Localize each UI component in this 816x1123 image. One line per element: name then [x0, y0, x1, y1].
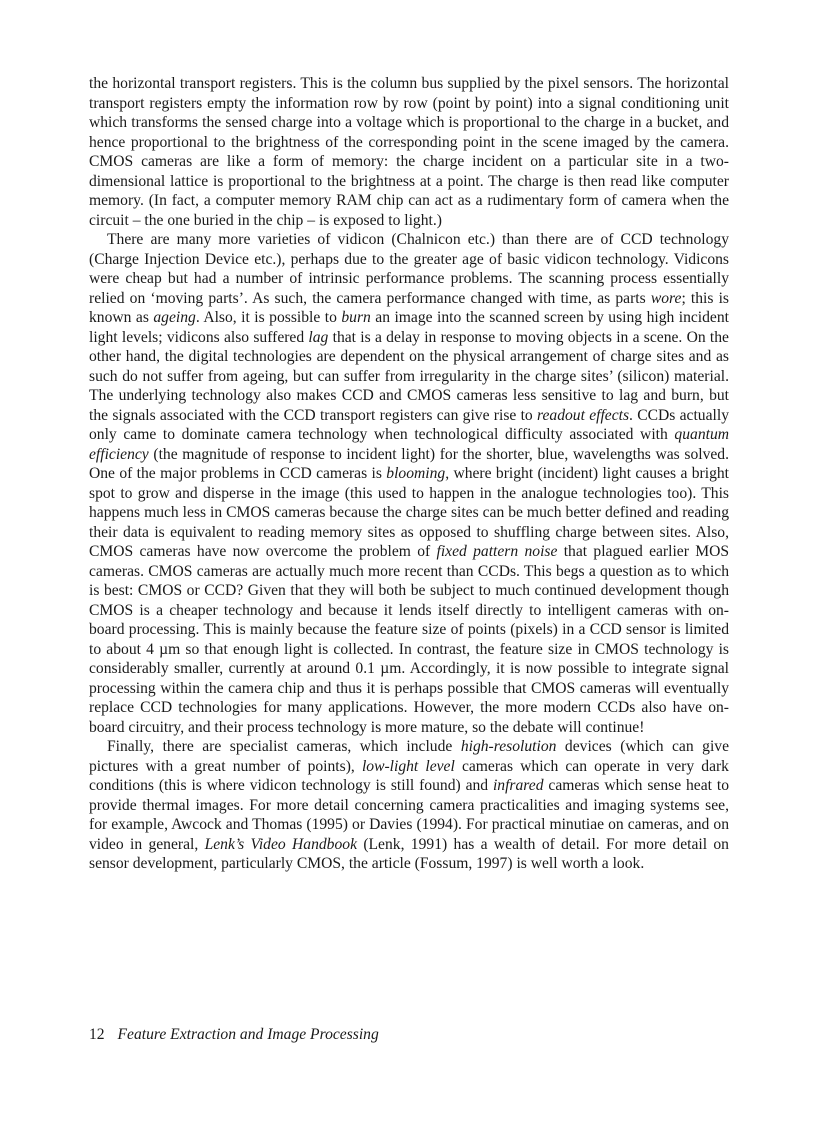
page-footer	[89, 1025, 379, 1044]
emphasized-term: lag	[308, 328, 329, 346]
emphasized-term: burn	[341, 309, 371, 326]
emphasized-term: quantum efficiency	[89, 426, 729, 463]
emphasized-term: blooming	[386, 465, 446, 482]
emphasized-term: readout effects	[537, 406, 630, 424]
emphasized-term: infrared	[492, 777, 544, 794]
emphasized-term: Lenk’s Video Handbook	[204, 835, 357, 853]
page-number: 12	[89, 1026, 105, 1043]
page-body	[89, 74, 729, 874]
paragraph-specialist-cameras: Finally, there are specialist cameras, which include high-resolution devices (which can give pictures with a great number of points), low-light level cameras which can operate in very dark conditions (this is where vidicon technology is still found) and infrared cameras which sense heat to provide thermal images. For more detail concerning camera practicalities and imaging systems see, for example, Awcock and Thomas (1995) or Davies (1994). For practical minutiae on cameras, and on video in general, Lenk’s Video Handbook (Lenk, 1991) has a wealth of detail. For more detail on sensor development, particularly CMOS, the article (Fossum, 1997) is well worth a look.	[89, 738, 729, 872]
emphasized-term: fixed pattern noise	[436, 543, 558, 560]
emphasized-term: high-resolution	[460, 738, 557, 755]
emphasized-term: ageing	[153, 309, 196, 326]
paragraph-camera-technologies: There are many more varieties of vidicon (Chalnicon etc.) than there are of CCD technology (Charge Injection Device etc.), perhaps due to the greater age of basic vidicon technology. Vidicons were cheap but had a number of intrinsic performance problems. The scanning process essentially relied on ‘moving parts’. As such, the camera performance changed with time, as parts wore; this is known as ageing. Also, it is possible to burn an image into the scanned screen by using high incident light levels; vidicons also suffered lag that is a delay in response to moving objects in a scene. On the other hand, the digital technologies are dependent on the physical arrangement of charge sites and as such do not suffer from ageing, but can suffer from irregularity in the charge sites’ (silicon) material. The underlying technology also makes CCD and CMOS cameras less sensitive to lag and burn, but the signals associated with the CCD transport registers can give rise to readout effects. CCDs actually only came to dominate camera technology when technological difficulty associated with quantum efficiency (the magnitude of response to incident light) for the shorter, blue, wavelengths was solved. One of the major problems in CCD cameras is blooming, where bright (incident) light causes a bright spot to grow and disperse in the image (this used to happen in the analogue technologies too). This happens much less in CMOS cameras because the charge sites can be much better defined and reading their data is equivalent to reading memory sites as opposed to shuffling charge between sites. Also, CMOS cameras have now overcome the problem of fixed pattern noise that plagued earlier MOS cameras. CMOS cameras are actually much more recent than CCDs. This begs a question as to which is best: CMOS or CCD? Given that they will both be subject to much continued development though CMOS is a cheaper technology and because it lends itself directly to intelligent cameras with on-board processing. This is mainly because the feature size of points (pixels) in a CCD sensor is limited to about 4 µm so that enough light is collected. In contrast, the feature size in CMOS technology is considerably smaller, currently at around 0.1 µm. Accordingly, it is now possible to integrate signal processing within the camera chip and thus it is perhaps possible that CMOS cameras will eventually replace CCD technologies for many applications. However, the more modern CCDs also have on-board circuitry, and their process technology is more mature, so the debate will continue!	[89, 231, 730, 736]
emphasized-term: wore	[650, 289, 682, 307]
book-title: Feature Extraction and Image Processing	[117, 1026, 379, 1043]
emphasized-term: low-light level	[361, 757, 455, 775]
paragraph-ccd-cmos-readout: the horizontal transport registers. This is the column bus supplied by the pixel sensors. The horizontal transport registers empty the information row by row (point by point) into a signal conditioning unit which transforms the sensed charge into a voltage which is proportional to the charge in a bucket, and hence proportional to the brightness of the corresponding point in the scene imaged by the camera. CMOS cameras are like a form of memory: the charge incident on a particular site in a two-dimensional lattice is proportional to the brightness at a point. The charge is then read like computer memory. (In fact, a computer memory RAM chip can act as a rudimentary form of camera when the circuit – the one buried in the chip – is exposed to light.)	[89, 75, 729, 229]
